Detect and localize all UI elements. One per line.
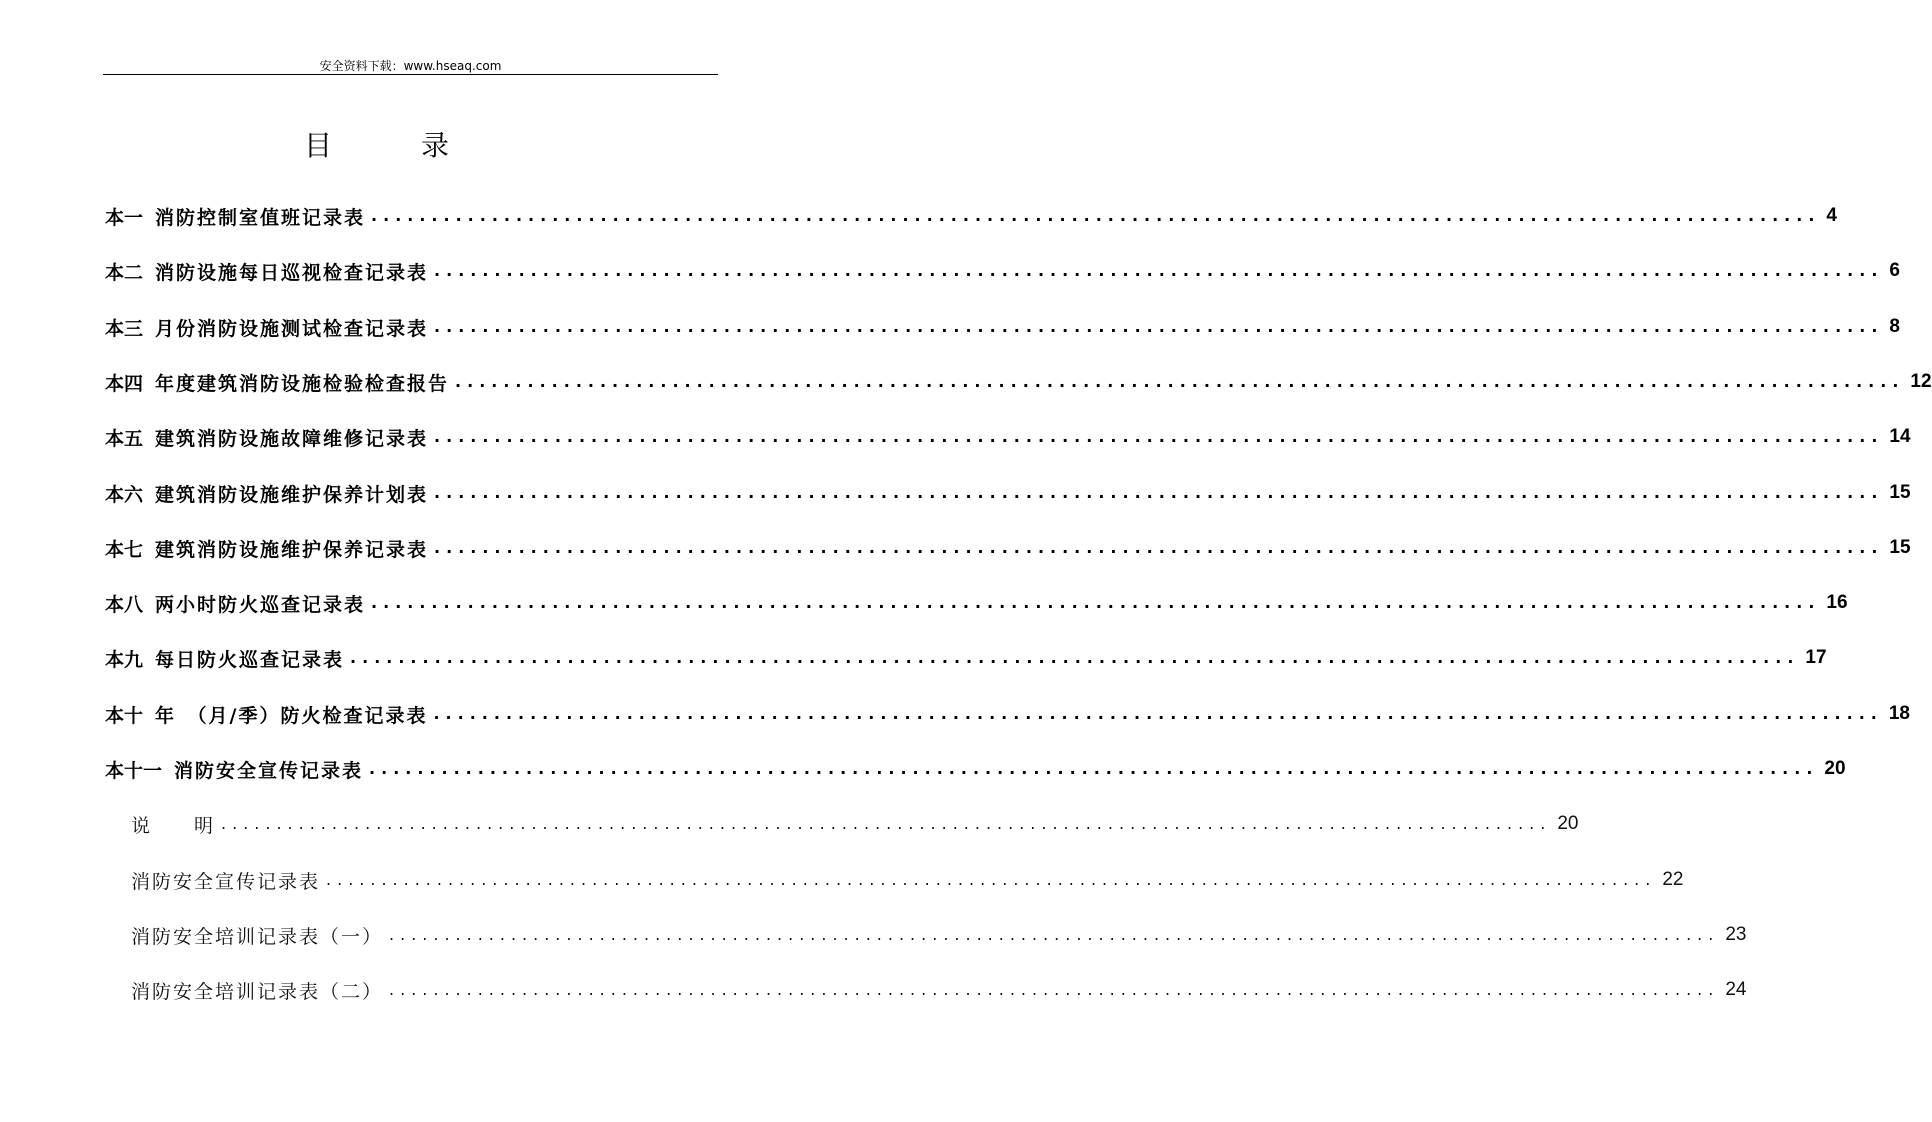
- toc-entry-number: 本八: [105, 593, 144, 616]
- toc-page-number: 22: [1662, 869, 1684, 890]
- toc-entry-number: 本四: [105, 372, 144, 395]
- toc-entry[interactable]: [131, 865, 1684, 895]
- toc-entry-title: 建筑消防设施维护保养计划表: [155, 483, 429, 506]
- toc-entry-number: 本三: [105, 317, 144, 340]
- toc-entry[interactable]: [131, 975, 1747, 1005]
- toc-page-number: 24: [1725, 979, 1747, 1000]
- toc-page-number: 8: [1889, 316, 1900, 337]
- toc-page-number: 14: [1889, 426, 1911, 447]
- toc-entry-number: 本六: [105, 483, 144, 506]
- toc-dot-leader: ........................................................................................................................: [389, 925, 1720, 944]
- toc-dot-leader: ........................................................................................................................: [326, 870, 1657, 889]
- toc-page-number: 4: [1826, 205, 1837, 226]
- toc-entry[interactable]: [105, 588, 1848, 618]
- toc-entry-title: 建筑消防设施维护保养记录表: [155, 538, 429, 561]
- toc-entry-title: 月份消防设施测试检查记录表: [155, 317, 429, 340]
- toc-page-number: 15: [1889, 482, 1911, 503]
- toc-entry[interactable]: [105, 367, 1932, 397]
- toc-dot-leader: ........................................................................................................................: [434, 317, 1884, 336]
- toc-page-number: 20: [1557, 813, 1579, 834]
- toc-dot-leader: ........................................................................................................................: [371, 206, 1821, 225]
- toc-dot-leader: ........................................................................................................................: [434, 427, 1884, 446]
- toc-entry-title: 消防设施每日巡视检查记录表: [155, 261, 429, 284]
- toc-entry-title: 消防安全培训记录表（一）: [131, 925, 384, 948]
- toc-entry-title: 消防控制室值班记录表: [155, 206, 366, 229]
- toc-entry[interactable]: [105, 422, 1911, 452]
- toc-entry-number: 本五: [105, 427, 144, 450]
- toc-dot-leader: ........................................................................................................................: [455, 372, 1905, 391]
- toc-dot-leader: ........................................................................................................................: [433, 704, 1883, 723]
- toc-entry-title: 每日防火巡查记录表: [155, 648, 345, 671]
- toc-dot-leader: ........................................................................................................................: [434, 261, 1884, 280]
- toc-entry-title: 建筑消防设施故障维修记录表: [155, 427, 429, 450]
- page-header: 安全资料下载：www.hseaq.com: [319, 59, 502, 73]
- toc-page-number: 12: [1910, 371, 1932, 392]
- toc-entry-number: 本一: [105, 206, 144, 229]
- toc-entry-number: 本十一: [105, 759, 163, 782]
- toc-entry-number: 本十: [105, 704, 144, 727]
- toc-entry-title: 消防安全培训记录表（二）: [131, 980, 384, 1003]
- toc-entry[interactable]: [105, 478, 1911, 508]
- toc-page-number: 16: [1826, 592, 1848, 613]
- toc-entry[interactable]: [105, 312, 1900, 342]
- toc-page-number: 17: [1805, 647, 1827, 668]
- document-title: 目 录: [304, 129, 489, 162]
- toc-page-number: 23: [1725, 924, 1747, 945]
- toc-entry[interactable]: [105, 643, 1827, 673]
- toc-entry[interactable]: [105, 256, 1900, 286]
- header-divider: [103, 74, 718, 75]
- toc-entry-title: 年 （月/季）防火检查记录表: [155, 704, 428, 727]
- toc-dot-leader: ........................................................................................................................: [389, 980, 1720, 999]
- toc-entry-title: 消防安全宣传记录表: [131, 870, 321, 893]
- toc-dot-leader: ........................................................................................................................: [369, 759, 1819, 778]
- toc-entry-title: 年度建筑消防设施检验检查报告: [155, 372, 450, 395]
- toc-dot-leader: ........................................................................................................................: [371, 593, 1821, 612]
- toc-entry[interactable]: [105, 201, 1837, 231]
- toc-page-number: 18: [1888, 703, 1910, 724]
- toc-dot-leader: ........................................................................................................................: [350, 648, 1800, 667]
- toc-dot-leader: ........................................................................................................................: [221, 814, 1552, 833]
- toc-entry-number: 本二: [105, 261, 144, 284]
- toc-page-number: 20: [1824, 758, 1846, 779]
- toc-entry[interactable]: [105, 699, 1910, 729]
- toc-entry-number: 本九: [105, 648, 144, 671]
- toc-page-number: 15: [1889, 537, 1911, 558]
- toc-entry-number: 本七: [105, 538, 144, 561]
- toc-entry[interactable]: [131, 809, 1579, 839]
- toc-entry[interactable]: [105, 533, 1911, 563]
- toc-page-number: 6: [1889, 260, 1900, 281]
- toc-entry-title: 说 明: [131, 814, 216, 837]
- toc-entry[interactable]: [105, 754, 1846, 784]
- toc-dot-leader: ........................................................................................................................: [434, 538, 1884, 557]
- toc-entry[interactable]: [131, 920, 1747, 950]
- toc-entry-title: 消防安全宣传记录表: [174, 759, 364, 782]
- toc-dot-leader: ........................................................................................................................: [434, 483, 1884, 502]
- toc-entry-title: 两小时防火巡查记录表: [155, 593, 366, 616]
